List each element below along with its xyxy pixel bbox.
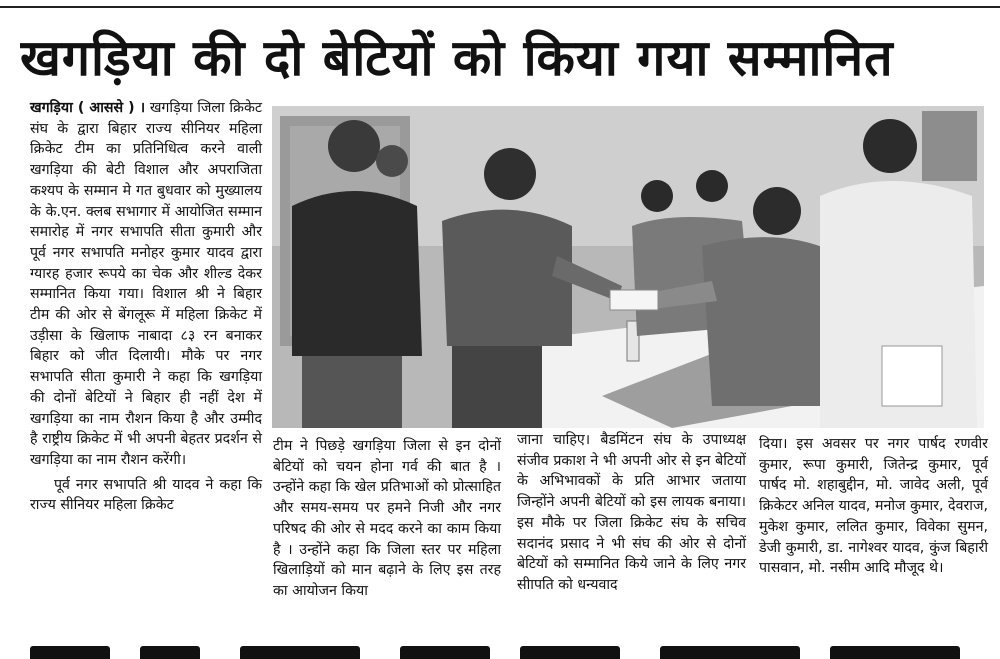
headline: खगड़िया की दो बेटियों को किया गया सम्मानित: [20, 29, 894, 87]
article-column-1: [30, 98, 262, 516]
article-paragraph: पूर्व नगर सभापति श्री यादव ने कहा कि राज्य सीनियर महिला क्रिकेट: [30, 476, 262, 514]
article-column-3: जाना चाहिए। बैडमिंटन संघ के उपाध्यक्ष संजीव प्रकाश ने भी अपनी ओर से इन बेटियों के अभिभावकों के प्रति आभार जताया जिन्होंने अपनी बेटियों को इस लायक बनाया। इस मौके पर जिला क्रिकेट संघ के सचिव सदानंद प्रसाद ने भी संघ की ओर से दोनों बेटियों को सम्मानित किये जाने के लिए नगर सीापति को धन्यवाद: [517, 432, 746, 593]
article-column-4: दिया। इस अवसर पर नगर पार्षद रणवीर कुमार, रूपा कुमारी, जितेन्द्र कुमार, पूर्व पार्षद मो. शहाबुद्दीन, मो. जावेद अली, पूर्व क्रिकेटर अनिल यादव, मनोज कुमार, देवराज, मुकेश कुमार, ललित कुमार, विवेका सुमन, डेजी कुमारी, डा. नागेश्वर यादव, कुंज बिहारी पासवान, मो. नसीम आदि मौजूद थे।: [759, 436, 988, 577]
photo-illustration: [272, 106, 984, 428]
top-rule: [0, 6, 1000, 8]
dateline: खगड़िया ( आससे ) ।: [30, 100, 146, 116]
article-column-2: टीम ने पिछड़े खगड़िया जिला से इन दोनों बेटियों को चयन होना गर्व की बात है । उन्होंने कहा कि खेल प्रतिभाओं को प्रोत्साहित और समय-समय पर हमने निजी और नगर परिषद की ओर से मदद करने का काम किया है । उन्होंने कहा कि जिला स्तर पर महिला खिलाड़ियों को मान बढ़ाने के लिए इस तरह का आयोजन किया: [273, 438, 501, 599]
article-text: खगड़िया जिला क्रिकेट संघ के द्वारा बिहार राज्य सीनियर महिला क्रिकेट टीम का प्रतिनिधित्व करने वाली खगड़िया की बेटी विशाल और अपराजिता कश्यप के सम्मान मे गत बुधवार को मुख्यालय के के.एन. क्लब सभागार में आयोजित सम्मान समारोह में नगर सभापति सीता कुमारी और पूर्व नगर सभापति मनोहर कुमार यादव द्वारा ग्यारह हजार रूपये का चेक और शील्ड देकर सम्मानित किया गया। विशाल श्री ने बिहार टीम की ओर से बेंगलूरू में महिला क्रिकेट में उड़ीसा के खिलाफ नाबादा ८३ रन बनाकर बिहार को जीत दिलायी। मौके पर नगर सभापति सीता कुमारी ने कहा कि खगड़िया की दोनों बेटियों ने बिहार ही नहीं देश में खगड़िया का नाम रौशन किया है और उम्मीद है राष्ट्रीय क्रिकेट में भी अपनी बेहतर प्रदर्शन से खगड़िया का नाम रौशन करेंगी।: [30, 100, 263, 468]
next-headline-fragment: [0, 640, 1000, 659]
news-photo: [272, 106, 984, 428]
article-paragraph: [30, 98, 262, 471]
